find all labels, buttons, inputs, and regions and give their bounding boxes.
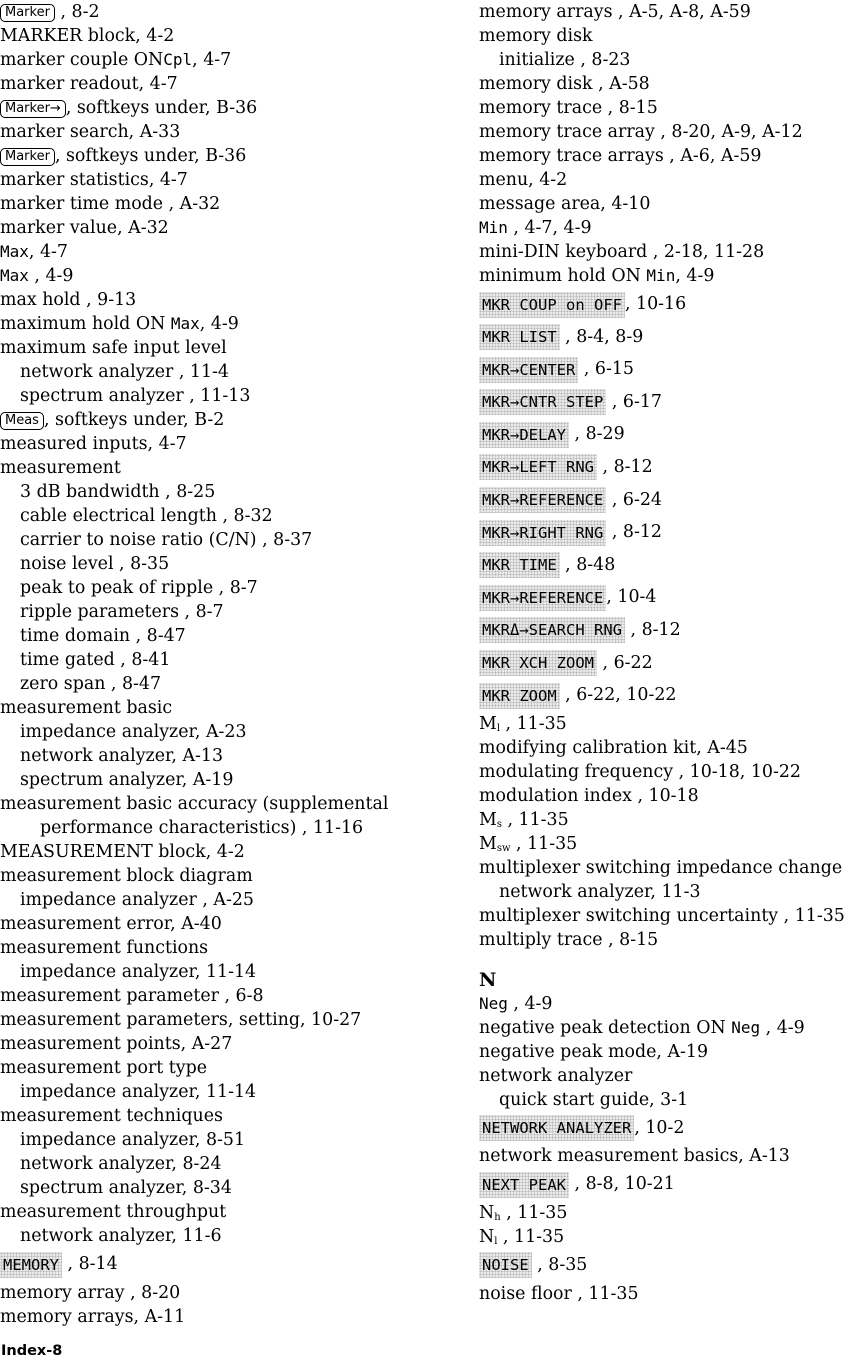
command-label: Max: [170, 314, 200, 333]
entry-text: N: [479, 1226, 495, 1247]
softkey-label: NETWORK ANALYZER: [479, 1115, 634, 1141]
entry-text: measured inputs, 4-7: [0, 434, 187, 454]
entry-text: time gated , 8-41: [20, 650, 171, 670]
entry-text: network measurement basics, A-13: [479, 1146, 790, 1167]
index-entry: [479, 321, 867, 354]
entry-text: zero span , 8-47: [20, 674, 162, 694]
command-label: Neg: [479, 993, 508, 1013]
entry-subscript: l: [496, 722, 501, 734]
index-entry: [0, 1032, 440, 1056]
entry-text: negative peak detection ON: [479, 1017, 732, 1038]
entry-text: , 8-12: [606, 522, 662, 543]
index-entry: [0, 792, 440, 816]
entry-text: noise level , 8-35: [20, 554, 170, 574]
index-entry: [0, 264, 440, 288]
entry-text: M: [479, 809, 497, 830]
index-entry: [0, 864, 440, 888]
entry-pages: , 4-7: [192, 50, 232, 70]
index-entry: [0, 168, 440, 192]
entry-text: measurement techniques: [0, 1106, 223, 1126]
index-entry: [0, 216, 440, 240]
entry-text: , 8-29: [569, 424, 625, 445]
index-entry: [0, 1200, 440, 1224]
index-entry: [0, 432, 440, 456]
index-entry: [479, 168, 867, 192]
index-entry: [0, 552, 440, 576]
softkey-label: MKR→RIGHT RNG: [479, 520, 606, 546]
index-entry: [479, 549, 867, 582]
index-entry: [0, 1248, 440, 1281]
index-entry: [0, 360, 440, 384]
entry-text: measurement: [0, 458, 121, 478]
entry-text: memory trace , 8-15: [479, 98, 658, 118]
index-entry: [479, 581, 867, 614]
command-label: Max: [0, 242, 29, 261]
index-entry: [479, 1225, 867, 1249]
entry-text: , 8-14: [62, 1254, 118, 1274]
index-entry: [479, 1144, 867, 1168]
index-entry: [0, 48, 440, 72]
index-entry: [0, 888, 440, 912]
index-entry: [479, 1249, 867, 1282]
softkey-label: MKR XCH ZOOM: [479, 650, 597, 676]
entry-text: memory trace array , 8-20, A-9, A-12: [479, 122, 803, 142]
index-column-left: [0, 0, 440, 1329]
entry-text: marker readout, 4-7: [0, 74, 178, 94]
entry-text: impedance analyzer, 11-14: [20, 962, 257, 982]
entry-pages: , 11-35: [500, 1202, 568, 1223]
entry-text: , 8-2: [54, 2, 100, 22]
softkey-label: MKR→DELAY: [479, 422, 569, 448]
command-label: Min: [479, 218, 508, 237]
index-entry: [479, 216, 867, 240]
entry-text: , 6-22, 10-22: [559, 685, 677, 706]
entry-pages: , 4-9: [675, 266, 715, 286]
entry-text: noise floor , 11-35: [479, 1283, 639, 1304]
index-entry: [0, 624, 440, 648]
index-entry: [479, 48, 867, 72]
entry-text: cable electrical length , 8-32: [20, 506, 273, 526]
entry-text: , 8-12: [596, 456, 653, 477]
entry-text: multiplexer switching uncertainty , 11-35: [479, 905, 845, 926]
hardkey-label: Meas: [0, 412, 44, 430]
softkey-label: NEXT PEAK: [479, 1172, 569, 1198]
index-entry: [0, 672, 440, 696]
entry-text: negative peak mode, A-19: [479, 1041, 709, 1062]
index-entry: [0, 528, 440, 552]
index-entry: [0, 960, 440, 984]
entry-text: maximum safe input level: [0, 338, 227, 358]
index-entry: [0, 1080, 440, 1104]
entry-text: , 6-15: [578, 359, 634, 380]
index-entry: [0, 1056, 440, 1080]
entry-subscript: s: [496, 818, 502, 830]
index-entry: [0, 96, 440, 120]
index-entry: [0, 120, 440, 144]
entry-subscript: sw: [496, 842, 511, 854]
entry-text: memory arrays , A-5, A-8, A-59: [479, 2, 751, 22]
entry-text: memory arrays, A-11: [0, 1306, 186, 1327]
index-entry: [0, 696, 440, 720]
index-entry: [0, 984, 440, 1008]
entry-text: marker value, A-32: [0, 218, 169, 238]
entry-text: , 8-35: [531, 1254, 588, 1275]
index-entry: [479, 24, 867, 48]
index-entry: [479, 736, 867, 760]
entry-text: , 10-16: [624, 294, 687, 314]
softkey-label: MKR→LEFT RNG: [479, 454, 597, 480]
index-entry: [479, 784, 867, 808]
index-entry: [479, 712, 867, 736]
entry-text: measurement block diagram: [0, 866, 253, 886]
entry-text: memory disk: [479, 26, 593, 46]
entry-text: minimum hold ON: [479, 266, 647, 286]
index-entry: [0, 576, 440, 600]
entry-text: memory array , 8-20: [0, 1282, 181, 1303]
index-entry: [479, 856, 867, 880]
section-heading: N: [479, 968, 497, 991]
index-entry: [479, 288, 867, 321]
index-entry: [0, 504, 440, 528]
index-entry: [479, 760, 867, 784]
index-entry: [479, 516, 867, 549]
index-entry: [479, 386, 867, 419]
index-entry: [479, 808, 867, 832]
index-column-right: [479, 0, 867, 1306]
index-entry: [479, 192, 867, 216]
index-entry: [479, 1040, 867, 1064]
entry-text: , 6-17: [606, 391, 662, 412]
command-label: Cpl: [163, 50, 193, 69]
index-entry: [479, 647, 867, 680]
entry-text: measurement functions: [0, 938, 209, 958]
entry-text: , 6-24: [606, 489, 662, 510]
entry-text: N: [479, 1202, 495, 1223]
index-entry: [479, 418, 867, 451]
index-entry: [479, 144, 867, 168]
entry-text: ripple parameters , 8-7: [20, 602, 224, 622]
entry-text: carrier to noise ratio (C/N) , 8-37: [20, 530, 313, 550]
hardkey-label: Marker→: [0, 100, 66, 118]
index-entry: [0, 600, 440, 624]
index-entry: [479, 451, 867, 484]
index-entry: [0, 192, 440, 216]
entry-text: message area, 4-10: [479, 194, 651, 214]
entry-text: measurement throughput: [0, 1202, 227, 1222]
index-entry: [479, 832, 867, 856]
entry-text: measurement points, A-27: [0, 1034, 233, 1054]
index-entry: [479, 679, 867, 712]
index-entry: [0, 336, 440, 360]
index-entry: [479, 1088, 867, 1112]
entry-text: , softkeys under, B-36: [65, 98, 258, 118]
entry-text: , 10-4: [606, 587, 657, 608]
entry-text: , 8-8, 10-21: [569, 1174, 675, 1195]
index-entry: [0, 1104, 440, 1128]
softkey-label: MKR COUP on OFF: [479, 292, 625, 318]
entry-subscript: l: [494, 1235, 498, 1247]
softkey-label: MKR ZOOM: [479, 683, 560, 709]
entry-text: mini-DIN keyboard , 2-18, 11-28: [479, 242, 765, 262]
entry-pages: , 11-35: [501, 809, 569, 830]
entry-text: MEASUREMENT block, 4-2: [0, 842, 245, 862]
entry-text: marker time mode , A-32: [0, 194, 221, 214]
softkey-label: MKR LIST: [479, 324, 560, 350]
index-entry: [0, 1176, 440, 1200]
entry-text: network analyzer, 11-6: [20, 1226, 222, 1246]
entry-pages: , 4-7: [28, 242, 68, 262]
entry-text: marker couple ON: [0, 50, 164, 70]
index-entry: [0, 1152, 440, 1176]
entry-pages: , 4-9: [507, 993, 553, 1014]
entry-text: measurement parameters, setting, 10-27: [0, 1010, 362, 1030]
entry-pages: , 4-9: [28, 266, 74, 286]
index-entry: [0, 744, 440, 768]
entry-pages: , 11-35: [500, 713, 567, 734]
index-entry: [479, 1064, 867, 1088]
index-entry: [0, 1008, 440, 1032]
index-entry: [0, 816, 440, 840]
entry-pages: , 4-9: [199, 314, 239, 334]
softkey-label: NOISE: [479, 1252, 532, 1278]
index-entry: [479, 904, 867, 928]
command-label: Max: [0, 266, 29, 285]
entry-text: measurement error, A-40: [0, 914, 222, 934]
entry-pages: , 4-7, 4-9: [507, 218, 592, 238]
entry-text: measurement parameter , 6-8: [0, 986, 264, 1006]
softkey-label: MKR→REFERENCE: [479, 487, 606, 513]
entry-text: multiplexer switching impedance change: [479, 857, 843, 878]
entry-text: , softkeys under, B-36: [54, 146, 247, 166]
index-entry: [479, 240, 867, 264]
index-entry: [479, 0, 867, 24]
entry-text: 3 dB bandwidth , 8-25: [20, 482, 216, 502]
index-entry: [479, 1112, 867, 1145]
entry-text: impedance analyzer, 11-14: [20, 1082, 257, 1102]
index-entry: [479, 1016, 867, 1040]
entry-text: maximum hold ON: [0, 314, 171, 334]
page-number: Index-8: [1, 1343, 63, 1359]
entry-text: modifying calibration kit, A-45: [479, 737, 748, 758]
index-entry: [479, 1168, 867, 1201]
index-entry: [0, 72, 440, 96]
index-entry: [479, 484, 867, 517]
softkey-label: MKR→REFERENCE: [479, 585, 606, 611]
index-entry: [0, 408, 440, 432]
command-label: Min: [646, 266, 676, 285]
index-entry: [0, 288, 440, 312]
hardkey-label: Marker: [0, 148, 55, 166]
hardkey-label: Marker: [0, 4, 55, 22]
index-entry: [479, 880, 867, 904]
entry-text: network analyzer, 8-24: [20, 1154, 222, 1174]
entry-text: impedance analyzer, 8-51: [20, 1130, 246, 1150]
entry-text: M: [479, 833, 497, 854]
softkey-label: MKR→CNTR STEP: [479, 389, 606, 415]
entry-text: , 8-48: [559, 554, 616, 575]
index-entry: [0, 312, 440, 336]
command-label: Neg: [731, 1017, 761, 1037]
index-entry: [479, 120, 867, 144]
entry-text: memory trace arrays , A-6, A-59: [479, 146, 762, 166]
index-entry: [0, 936, 440, 960]
entry-text: impedance analyzer , A-25: [20, 890, 254, 910]
entry-subscript: h: [494, 1211, 501, 1223]
entry-text: memory disk , A-58: [479, 74, 650, 94]
index-entry: [479, 96, 867, 120]
entry-text: measurement port type: [0, 1058, 208, 1078]
index-entry: [479, 72, 867, 96]
entry-text: M: [479, 713, 497, 734]
index-entry: [479, 614, 867, 647]
entry-text: , 10-2: [634, 1117, 685, 1138]
entry-text: network analyzer: [479, 1065, 633, 1086]
index-entry: [0, 912, 440, 936]
entry-text: marker statistics, 4-7: [0, 170, 188, 190]
softkey-label: MKR TIME: [479, 552, 560, 578]
entry-text: , 6-22: [596, 652, 653, 673]
index-entry: [0, 480, 440, 504]
entry-text: network analyzer, 11-3: [499, 881, 701, 902]
index-entry: [0, 1281, 440, 1305]
index-entry: [0, 0, 440, 24]
entry-text: , 8-4, 8-9: [559, 326, 644, 347]
entry-text: network analyzer , 11-4: [20, 362, 229, 382]
entry-text: menu, 4-2: [479, 170, 568, 190]
index-entry: [0, 144, 440, 168]
index-entry: [0, 648, 440, 672]
entry-text: peak to peak of ripple , 8-7: [20, 578, 258, 598]
entry-pages: , 11-35: [497, 1226, 565, 1247]
entry-text: measurement basic: [0, 698, 173, 718]
index-entry: [479, 264, 867, 288]
entry-text: multiply trace , 8-15: [479, 929, 659, 950]
softkey-label: MEMORY: [0, 1252, 62, 1278]
index-entry: [479, 992, 867, 1016]
entry-text: network analyzer, A-13: [20, 746, 224, 766]
entry-text: time domain , 8-47: [20, 626, 186, 646]
entry-text: , softkeys under, B-2: [43, 410, 225, 430]
entry-text: , 8-12: [624, 619, 681, 640]
index-entry: [0, 240, 440, 264]
entry-text: modulation index , 10-18: [479, 785, 699, 806]
index-entry: [479, 1201, 867, 1225]
entry-text: quick start guide, 3-1: [499, 1089, 689, 1110]
entry-text: spectrum analyzer, 8-34: [20, 1178, 232, 1198]
entry-text: spectrum analyzer, A-19: [20, 770, 234, 790]
index-entry: [0, 384, 440, 408]
entry-text: measurement basic accuracy (supplemental: [0, 794, 389, 814]
entry-text: performance characteristics) , 11-16: [40, 818, 364, 838]
index-entry: [479, 1282, 867, 1306]
entry-text: max hold , 9-13: [0, 290, 137, 310]
entry-text: marker search, A-33: [0, 122, 181, 142]
entry-pages: , 11-35: [510, 833, 578, 854]
index-entry: [0, 720, 440, 744]
index-entry: [0, 1128, 440, 1152]
softkey-label: MKRΔ→SEARCH RNG: [479, 617, 625, 643]
index-entry: [0, 1305, 440, 1329]
entry-text: spectrum analyzer , 11-13: [20, 386, 251, 406]
entry-text: impedance analyzer, A-23: [20, 722, 247, 742]
index-entry: [0, 768, 440, 792]
entry-text: MARKER block, 4-2: [0, 26, 175, 46]
entry-text: initialize , 8-23: [499, 50, 631, 70]
index-entry: [0, 1224, 440, 1248]
index-entry: [479, 353, 867, 386]
index-entry: [479, 928, 867, 952]
entry-text: modulating frequency , 10-18, 10-22: [479, 761, 801, 782]
index-entry: [0, 456, 440, 480]
index-entry: [0, 840, 440, 864]
index-entry: [0, 24, 440, 48]
softkey-label: MKR→CENTER: [479, 357, 578, 383]
entry-pages: , 4-9: [760, 1017, 805, 1038]
